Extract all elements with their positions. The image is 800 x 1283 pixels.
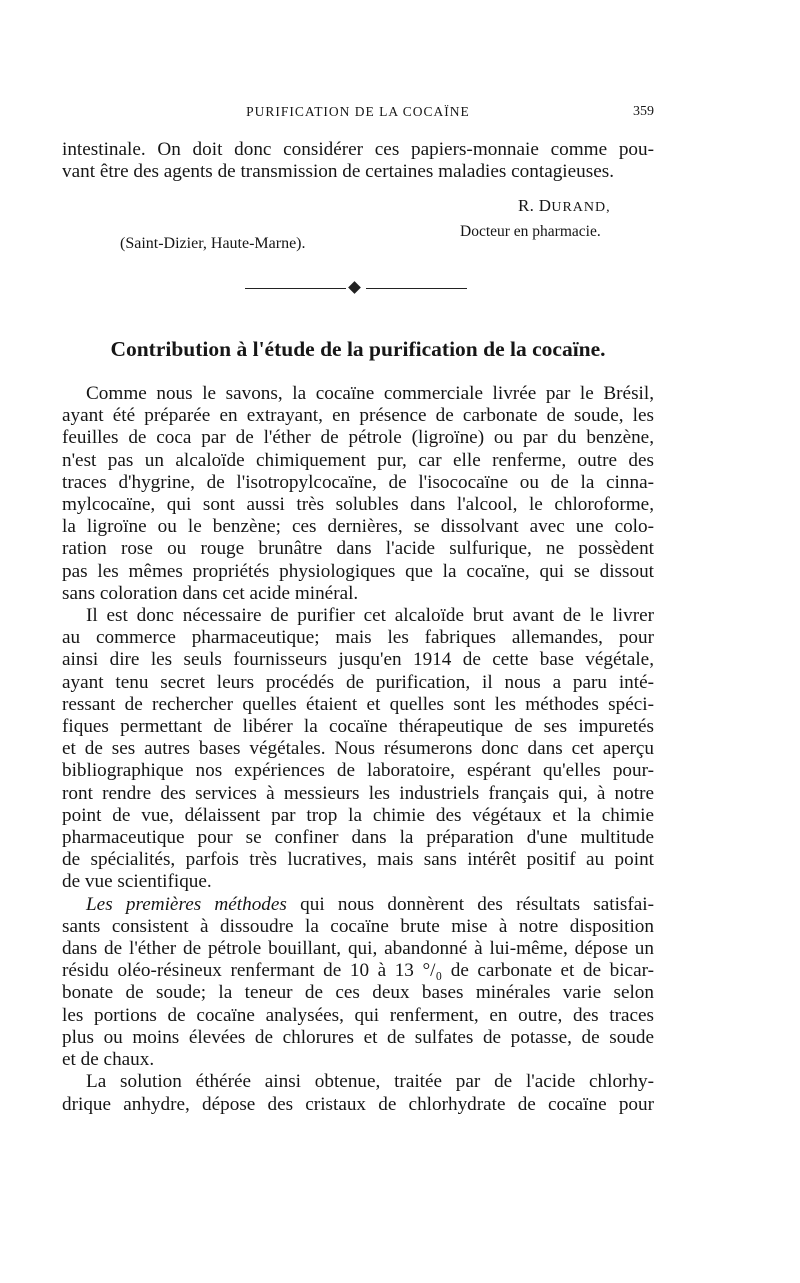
author-title: Docteur en pharmacie. <box>460 223 601 240</box>
page-number: 359 <box>633 104 654 119</box>
text-line: et de ses autres bases végétales. Nous résumerons donc dans cet aperçu <box>62 738 654 760</box>
text-line: La solution éthérée ainsi obtenue, traitée par de l'acide chlorhy- <box>86 1071 654 1093</box>
text-line: traces d'hygrine, de l'isotropylcocaïne, de l'isococaïne ou de la cinna- <box>62 471 654 493</box>
text-line: dans de l'éther de pétrole bouillant, qui, abandonné à lui-même, dépose un <box>62 938 654 960</box>
signature-block <box>62 196 654 266</box>
text-line: point de vue, délaissent par trop la chimie des végétaux et la chimie <box>62 804 654 826</box>
text-line: et de chaux. <box>62 1049 155 1071</box>
text-line: les portions de cocaïne analysées, qui renferment, en outre, des traces <box>62 1004 654 1026</box>
text-line: pas les mêmes propriétés physiologiques que la cocaïne, qui se dissout <box>62 560 654 582</box>
text-line: Il est donc nécessaire de purifier cet alcaloïde brut avant de le livrer <box>86 605 654 627</box>
text-line: ayant été préparée en extrayant, en présence de carbonate de soude, les <box>62 405 654 427</box>
text-line: pharmaceutique pour se confiner dans la préparation d'une multitude <box>62 827 654 849</box>
intro-paragraph <box>62 139 654 183</box>
text-line: fiques permettant de libérer la cocaïne thérapeutique de ses impuretés <box>62 716 654 738</box>
text-line: mylcocaïne, qui sont aussi très solubles dans l'alcool, le chloroforme, <box>62 494 654 516</box>
text-line: feuilles de coca par de l'éther de pétrole (ligroïne) ou par du benzène, <box>62 427 654 449</box>
divider-rule-right <box>366 288 467 289</box>
text-line: plus ou moins élevées de chlorures et de sulfates de potasse, de soude <box>62 1026 654 1048</box>
text-line: résidu oléo-résineux renfermant de 10 à 13 °/₀ de carbonate et de bicar- <box>62 960 654 982</box>
diamond-ornament-icon <box>348 281 361 294</box>
running-header <box>62 104 654 124</box>
text-line: bibliographique nos expériences de laboratoire, espérant qu'elles pour- <box>62 760 654 782</box>
article-body <box>62 383 654 1116</box>
article-title: Contribution à l'étude de la purification de la cocaïne. <box>110 337 606 361</box>
divider-rule-left <box>245 288 346 289</box>
text-line: intestinale. On doit donc considérer ces papiers-monnaie comme pou- <box>62 139 654 160</box>
section-divider <box>245 282 467 296</box>
running-title: PURIFICATION DE LA COCAÏNE <box>246 104 470 119</box>
text-line: ront rendre des services à messieurs les industriels français qui, à notre <box>62 782 654 804</box>
text-line: la ligroïne ou le benzène; ces dernières, se dissolvant avec une colo- <box>62 516 654 538</box>
text-line: ressant de rechercher quelles étaient et quelles sont les méthodes spéci- <box>62 693 654 715</box>
text-line: au commerce pharmaceutique; mais les fabriques allemandes, pour <box>62 627 654 649</box>
text-line: Les premières méthodes qui nous donnèrent des résultats satisfai- <box>86 893 655 915</box>
text-line: drique anhydre, dépose des cristaux de chlorhydrate de cocaïne pour <box>62 1093 654 1115</box>
text-line: de spécialités, parfois très lucratives, mais sans intérêt positif au point <box>62 849 654 871</box>
text-line: ration rose ou rouge brunâtre dans l'acide sulfurique, ne possèdent <box>62 538 654 560</box>
text-line: sants consistent à dissoudre la cocaïne brute mise à notre disposition <box>62 915 654 937</box>
author-name: R. DURAND, <box>518 196 611 215</box>
text-line: bonate de soude; la teneur de ces deux bases minérales varie selon <box>62 982 654 1004</box>
text-line: de vue scientifique. <box>62 871 212 893</box>
text-line: Comme nous le savons, la cocaïne commerciale livrée par le Brésil, <box>86 383 654 404</box>
text-line: sans coloration dans cet acide minéral. <box>62 582 359 604</box>
italic-phrase: Les premières méthodes <box>86 893 287 915</box>
text-line: ayant tenu secret leurs procédés de purification, il nous a paru inté- <box>62 671 654 693</box>
text-line: vant être des agents de transmission de certaines maladies contagieuses. <box>62 161 614 183</box>
author-location: (Saint-Dizier, Haute-Marne). <box>120 235 306 252</box>
text-line: ainsi dire les seuls fournisseurs jusqu'en 1914 de cette base végétale, <box>62 649 654 671</box>
text-line: n'est pas un alcaloïde chimiquement pur, car elle renferme, outre des <box>62 449 654 471</box>
